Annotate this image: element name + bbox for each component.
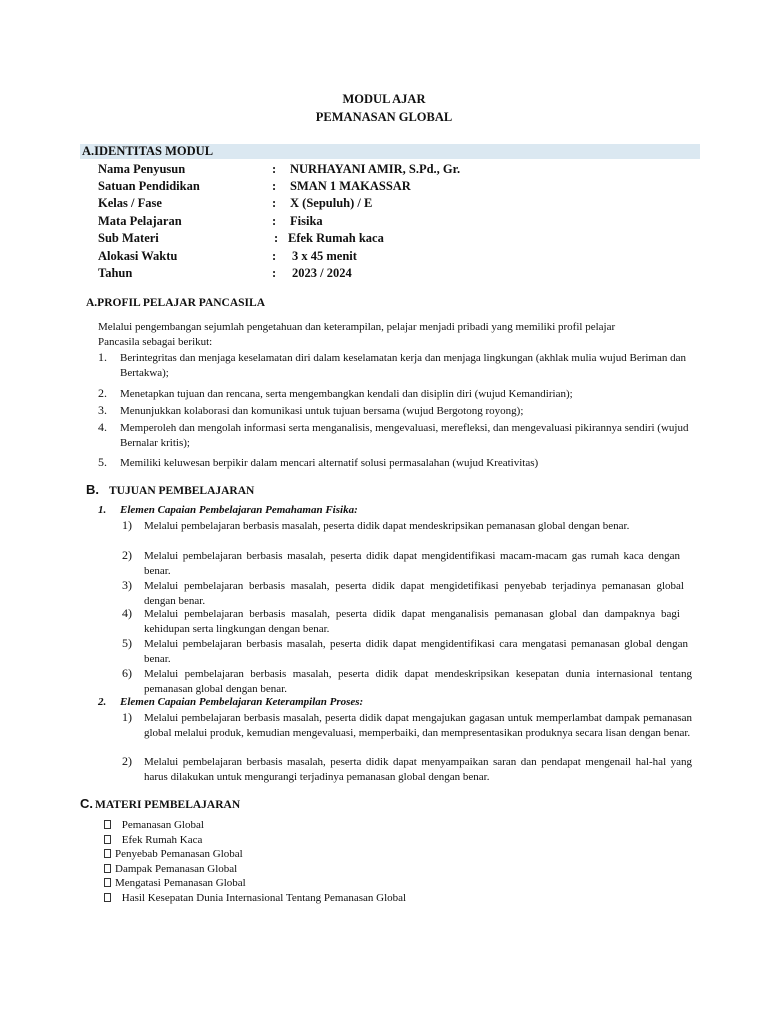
identitas-colon: : xyxy=(272,266,277,280)
identitas-colon: : xyxy=(272,179,277,193)
bullet-box-icon xyxy=(104,893,111,902)
profil-item-text: Memperoleh dan mengolah informasi serta menganalisis, mengevaluasi, merefleksi, dan mengevaluasi pikirannya sendiri (wujud Bernalar kritis); xyxy=(120,422,689,449)
tujuan-item-number: 1) xyxy=(122,518,132,532)
tujuan-item-number: 6) xyxy=(122,666,132,680)
tujuan-item-number: 5) xyxy=(122,636,132,650)
materi-letter: C. xyxy=(80,796,93,811)
identitas-label: Kelas / Fase xyxy=(98,196,162,210)
materi-item-text: Penyebab Pemanasan Global xyxy=(115,848,243,860)
tujuan-group-number: 1. xyxy=(98,504,107,516)
profil-intro-line2: Pancasila sebagai berikut: xyxy=(98,336,213,348)
materi-list-item xyxy=(104,862,237,877)
tujuan-item-text: Melalui pembelajaran berbasis masalah, peserta didik dapat menganalisis pemanasan global dan dampaknya bagi kehidupan serta lingkungan dengan benar. xyxy=(144,608,680,635)
profil-item-text: Menetapkan tujuan dan rencana, serta mengembangkan kendali dan disiplin diri (wujud Kemandirian); xyxy=(120,388,573,400)
identitas-heading: A.IDENTITAS MODUL xyxy=(80,144,700,159)
identitas-row-satuan-pendidikan xyxy=(98,178,698,195)
tujuan-group-number: 2. xyxy=(98,696,107,708)
profil-heading: A.PROFIL PELAJAR PANCASILA xyxy=(86,297,266,309)
tujuan-heading xyxy=(86,482,254,497)
tujuan-item-text: Melalui pembelajaran berbasis masalah, peserta didik dapat mengidetifikasi penyebab terjadinya pemanasan global dengan benar. xyxy=(144,580,684,607)
materi-list-item xyxy=(104,818,204,833)
identitas-value: Fisika xyxy=(290,214,323,228)
identitas-value: NURHAYANI AMIR, S.Pd., Gr. xyxy=(290,162,461,176)
profil-item-number: 3. xyxy=(98,403,107,417)
tujuan-item-number: 2) xyxy=(122,754,132,768)
tujuan-letter: B. xyxy=(86,482,99,497)
bullet-box-icon xyxy=(104,849,111,858)
identitas-label: Mata Pelajaran xyxy=(98,214,182,228)
identitas-label: Sub Materi xyxy=(98,231,159,245)
tujuan-item-number: 3) xyxy=(122,578,132,592)
bullet-box-icon xyxy=(104,835,111,844)
identitas-value: SMAN 1 MAKASSAR xyxy=(290,179,411,193)
identitas-value: X (Sepuluh) / E xyxy=(290,196,373,210)
document-subtitle: PEMANASAN GLOBAL xyxy=(315,110,453,124)
identitas-row-tahun xyxy=(98,265,698,282)
identitas-colon: : xyxy=(272,249,277,263)
tujuan-item-text: Melalui pembelajaran berbasis masalah, peserta didik dapat mendeskripsikan kesepatan dunia internasional tentang pemanasan global dengan benar. xyxy=(144,668,692,695)
materi-item-text: Pemanasan Global xyxy=(119,819,204,831)
tujuan-item-number: 4) xyxy=(122,606,132,620)
materi-item-text: Mengatasi Pemanasan Global xyxy=(115,877,246,889)
identitas-colon: : xyxy=(274,231,279,245)
tujuan-item-text: Melalui pembelajaran berbasis masalah, peserta didik dapat mendeskripsikan pemanasan global dengan benar. xyxy=(144,520,630,532)
identitas-label: Tahun xyxy=(98,266,133,280)
tujuan-group-title: Elemen Capaian Pembelajaran Pemahaman Fisika: xyxy=(120,504,358,516)
identitas-row-alokasi-waktu xyxy=(98,248,698,265)
materi-item-text: Hasil Kesepatan Dunia Internasional Tentang Pemanasan Global xyxy=(119,892,407,904)
identitas-row-sub-materi xyxy=(98,230,698,247)
tujuan-item-text: Melalui pembelajaran berbasis masalah, peserta didik dapat mengidentifikasi cara mengatasi pemanasan global dengan benar. xyxy=(144,638,688,665)
identitas-colon: : xyxy=(272,196,277,210)
identitas-label: Alokasi Waktu xyxy=(98,249,178,263)
profil-item-text: Berintegritas dan menjaga keselamatan diri dalam keselamatan kerja dan menjaga lingkungan (akhlak mulia wujud Beriman dan Bertakwa); xyxy=(120,352,686,379)
bullet-box-icon xyxy=(104,878,111,887)
tujuan-item-number: 1) xyxy=(122,710,132,724)
profil-item-number: 5. xyxy=(98,455,107,469)
identitas-colon: : xyxy=(272,162,277,176)
materi-list-item xyxy=(104,847,243,862)
tujuan-item-text: Melalui pembelajaran berbasis masalah, peserta didik dapat mengidentifikasi macam-macam gas rumah kaca dengan benar. xyxy=(144,550,680,577)
identitas-row-mata-pelajaran xyxy=(98,213,698,230)
identitas-colon: : xyxy=(272,214,277,228)
tujuan-item-text: Melalui pembelajaran berbasis masalah, peserta didik dapat mengajukan gagasan untuk memperlambat dampak pemanasan global melalui produk, kemudian mengevaluasi, memperbaiki, dan mempresentasikan produknya secara lisan dengan benar. xyxy=(144,712,692,739)
profil-intro-line1: Melalui pengembangan sejumlah pengetahuan dan keterampilan, pelajar menjadi pribadi yang memiliki profil pelajar xyxy=(98,321,616,333)
identitas-label: Nama Penyusun xyxy=(98,162,186,176)
materi-item-text: Efek Rumah Kaca xyxy=(119,834,203,846)
profil-item-number: 2. xyxy=(98,386,107,400)
bullet-box-icon xyxy=(104,864,111,873)
profil-item-text: Memiliki keluwesan berpikir dalam mencari alternatif solusi permasalahan (wujud Kreativitas) xyxy=(120,457,539,469)
identitas-row-kelas-fase xyxy=(98,195,698,212)
tujuan-item-text: Melalui pembelajaran berbasis masalah, peserta didik dapat menyampaikan saran dan pendapat mengenail hal-hal yang harus dilakukan untuk mengurangi terjadinya pemanasan global dengan benar. xyxy=(144,756,692,783)
identitas-label: Satuan Pendidikan xyxy=(98,179,200,193)
materi-item-text: Dampak Pemanasan Global xyxy=(115,863,238,875)
profil-item-text: Menunjukkan kolaborasi dan komunikasi untuk tujuan bersama (wujud Bergotong royong); xyxy=(120,405,524,417)
materi-list-item xyxy=(104,891,406,906)
identitas-value: Efek Rumah kaca xyxy=(288,231,384,245)
materi-title: MATERI PEMBELAJARAN xyxy=(95,799,241,811)
profil-item-number: 1. xyxy=(98,350,107,364)
tujuan-title: TUJUAN PEMBELAJARAN xyxy=(109,485,255,497)
identitas-value: 2023 / 2024 xyxy=(292,266,352,280)
tujuan-item-number: 2) xyxy=(122,548,132,562)
identitas-row-nama-penyusun xyxy=(98,161,698,178)
document-title: MODUL AJAR xyxy=(342,92,426,106)
materi-list-item xyxy=(104,876,246,891)
materi-heading xyxy=(80,796,240,811)
profil-item-number: 4. xyxy=(98,420,107,434)
tujuan-group-title: Elemen Capaian Pembelajaran Keterampilan Proses: xyxy=(120,696,364,708)
materi-list-item xyxy=(104,833,202,848)
bullet-box-icon xyxy=(104,820,111,829)
identitas-value: 3 x 45 menit xyxy=(292,249,357,263)
